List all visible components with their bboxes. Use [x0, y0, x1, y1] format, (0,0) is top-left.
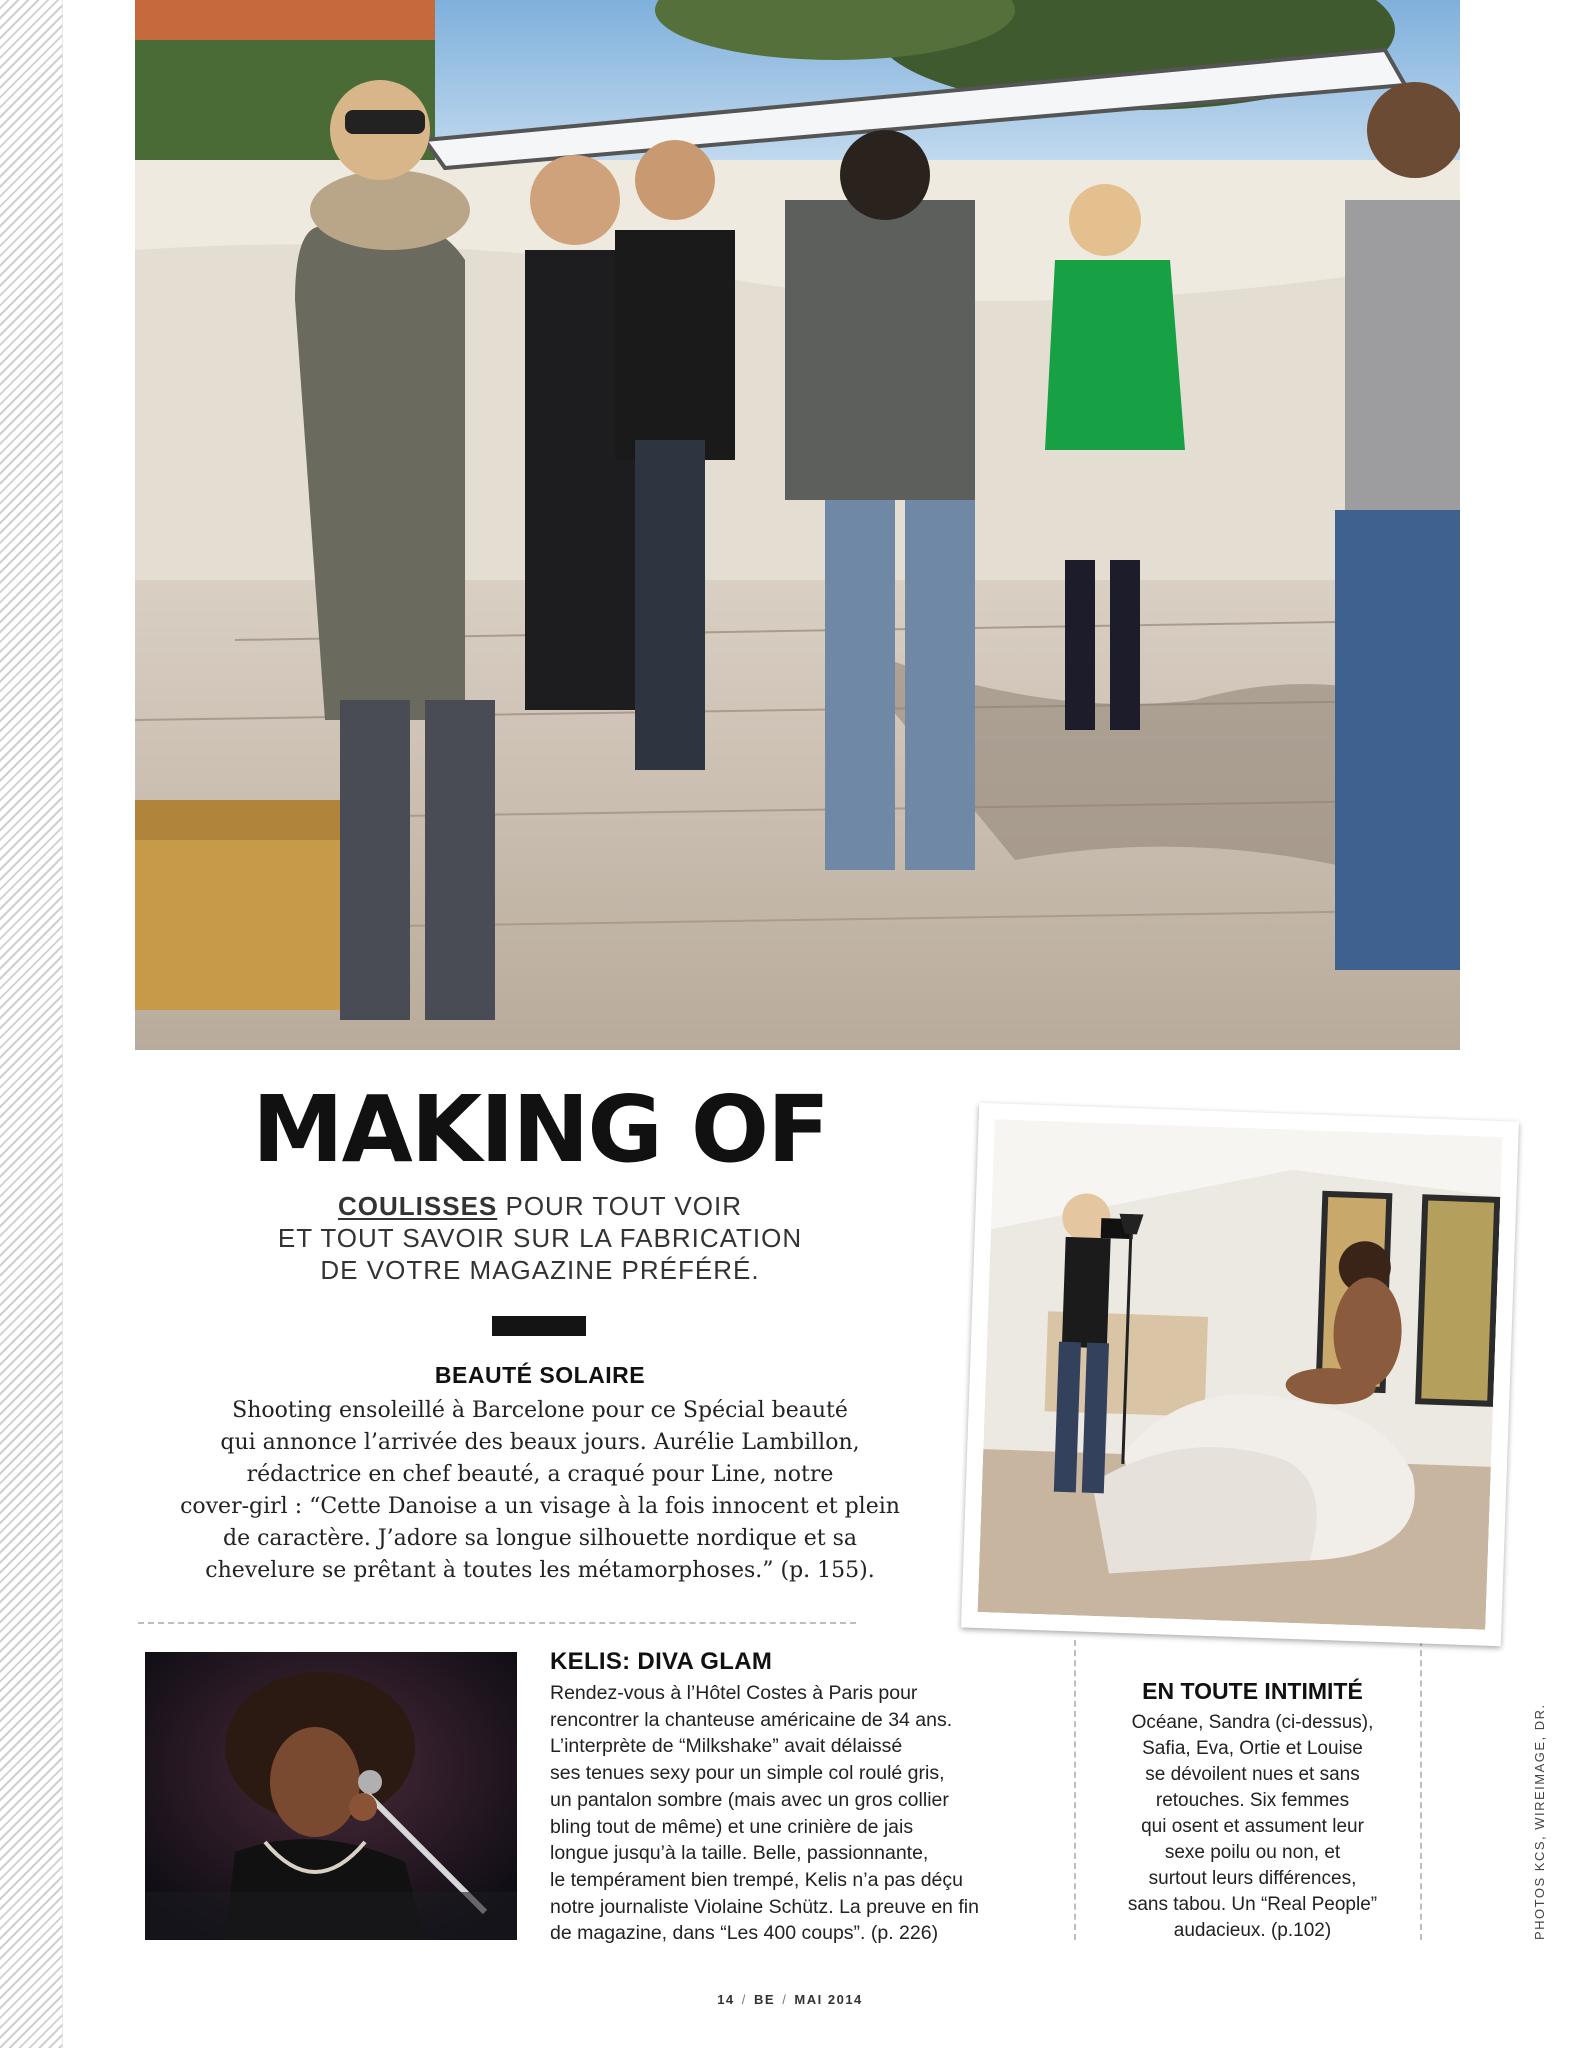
kelis-singer-photo	[145, 1652, 517, 1940]
intimite-text	[1085, 1710, 1420, 1944]
kelis-line: ses tenues sexy pour un simple col roulé gris,	[550, 1762, 945, 1785]
intimite-line: sans tabou. Un “Real People”	[1127, 1894, 1378, 1915]
kelis-line: L’interprète de “Milkshake” avait délaissé	[550, 1735, 903, 1758]
studio-polaroid-frame	[961, 1103, 1519, 1647]
beaute-solaire-text	[175, 1395, 905, 1587]
intimite-line: qui osent et assument leur	[1141, 1816, 1364, 1837]
page-number: 14	[717, 1992, 735, 2007]
kelis-line: Rendez-vous à l’Hôtel Costes à Paris pour	[550, 1682, 918, 1704]
kelis-line: de magazine, dans “Les 400 coups”. (p. 226)	[550, 1922, 939, 1945]
beaute-solaire-heading: BEAUTÉ SOLAIRE	[434, 1362, 646, 1388]
kelis-heading: KELIS: DIVA GLAM	[550, 1648, 773, 1675]
subtitle-lead: COULISSES	[338, 1191, 498, 1221]
dashed-separator	[138, 1622, 856, 1624]
kelis-text	[550, 1680, 1060, 1947]
page-title: MAKING OF	[252, 1076, 828, 1183]
beaute-line: cover-girl : “Cette Danoise a un visage à la fois innocent et plein	[180, 1494, 900, 1519]
intimite-line: se dévoilent nues et sans	[1145, 1764, 1360, 1785]
subtitle-line-2: ET TOUT SAVOIR SUR LA FABRICATION	[277, 1223, 803, 1253]
column-separator-left	[1074, 1640, 1076, 1940]
kelis-line: un pantalon sombre (mais avec un gros collier	[550, 1788, 949, 1811]
kelis-line: notre journaliste Violaine Schütz. La preuve en fin	[550, 1895, 979, 1918]
beaute-line: de caractère. J’adore sa longue silhouette nordique et sa	[222, 1526, 857, 1551]
kelis-line: longue jusqu’à la taille. Belle, passionnante,	[550, 1842, 929, 1865]
beaute-line: Shooting ensoleillé à Barcelone pour ce Spécial beauté	[232, 1398, 848, 1423]
kelis-line: le tempérament bien trempé, Kelis n’a pas déçu	[550, 1868, 963, 1891]
kelis-line: rencontrer la chanteuse américaine de 34 ans.	[550, 1708, 953, 1731]
intimite-line: retouches. Six femmes	[1155, 1790, 1350, 1811]
magazine-name: BE	[754, 1992, 776, 2007]
studio-shoot-photo	[978, 1119, 1503, 1629]
subtitle-line-1: POUR TOUT VOIR	[505, 1191, 742, 1221]
kelis-line: bling tout de même) et une crinière de jais	[550, 1815, 914, 1838]
intimite-line: Océane, Sandra (ci-dessus),	[1131, 1712, 1374, 1733]
page-folio: 14 / BE / MAI 2014	[717, 1992, 863, 2007]
section-divider-bar	[492, 1316, 586, 1336]
beaute-line: rédactrice en chef beauté, a craqué pour Line, notre	[246, 1462, 834, 1487]
decorative-stripe-margin	[0, 0, 63, 2048]
subtitle	[150, 1190, 930, 1286]
intimite-line: surtout leurs différences,	[1148, 1868, 1357, 1889]
column-separator-right	[1420, 1640, 1422, 1940]
intimite-heading: EN TOUTE INTIMITÉ	[1142, 1678, 1363, 1704]
intimite-line: Safia, Eva, Ortie et Louise	[1142, 1738, 1363, 1759]
beaute-line: qui annonce l’arrivée des beaux jours. Aurélie Lambillon,	[220, 1430, 860, 1455]
issue-date: MAI 2014	[794, 1992, 863, 2007]
beaute-line: chevelure se prêtant à toutes les métamorphoses.” (p. 155).	[205, 1558, 875, 1583]
intimite-line: audacieux. (p.102)	[1173, 1920, 1332, 1941]
intimite-line: sexe poilu ou non, et	[1164, 1842, 1341, 1863]
subtitle-line-3: DE VOTRE MAGAZINE PRÉFÉRÉ.	[320, 1255, 760, 1285]
photo-credit: PHOTOS KCS, WIREIMAGE, DR.	[1532, 1703, 1547, 1940]
photo-shoot-hero-image	[135, 0, 1460, 1050]
